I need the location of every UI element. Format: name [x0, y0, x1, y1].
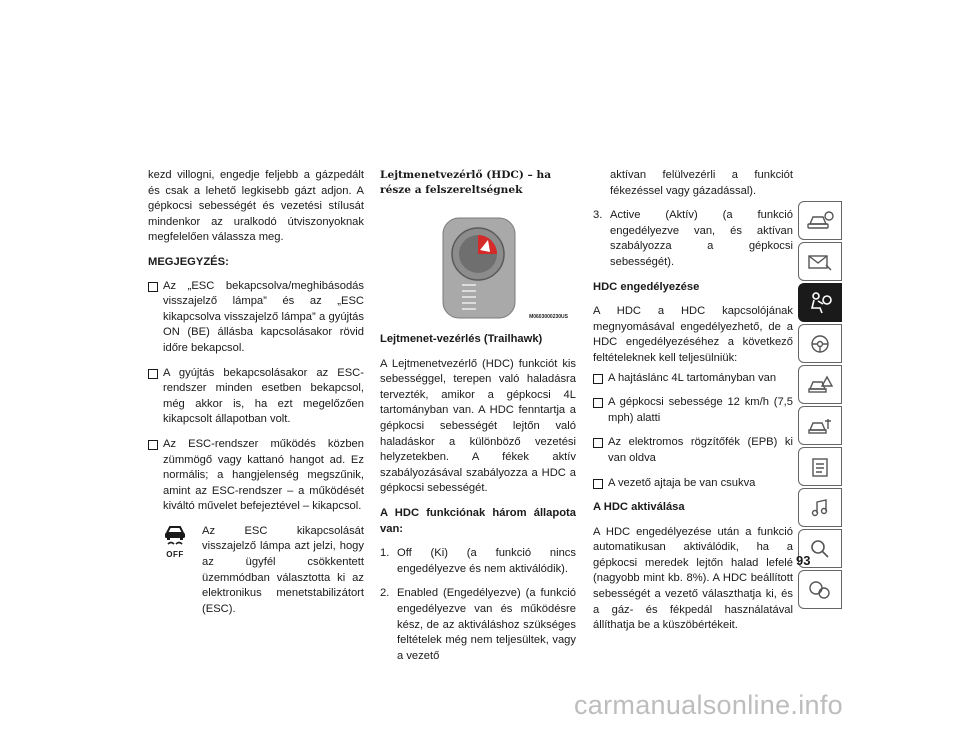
tab-service[interactable]	[798, 406, 842, 445]
checkbox-square-icon	[148, 440, 158, 450]
checkbox-square-icon	[148, 282, 158, 292]
watermark: carmanualsonline.info	[574, 690, 843, 720]
tab-driving[interactable]	[798, 324, 842, 363]
list-continuation: aktívan felülvezérli a funkciót fékezéssel vagy gázadással).	[610, 169, 793, 197]
checkbox-square-icon	[593, 374, 603, 384]
list-item	[593, 435, 793, 466]
notes-heading: MEGJEGYZÉS:	[148, 255, 229, 268]
section-title: Lejtmenetvezérlő (HDC) – ha része a felszereltségnek	[380, 169, 552, 196]
car-service-icon	[806, 415, 834, 437]
steering-wheel-icon	[806, 333, 834, 355]
middle-column	[380, 168, 576, 673]
list-number: 2.	[380, 587, 390, 600]
enable-heading: HDC engedélyezése	[593, 280, 700, 293]
esc-off-text: Az ESC kikapcsolását visszajelző lámpa azt jelzi, hogy az ügyfél csökkentett üzemmódban választotta ki az elektronikus menetstabilizátort (ESC).	[202, 524, 364, 615]
checkbox-square-icon	[148, 369, 158, 379]
list-item	[380, 546, 576, 577]
esc-off-note	[148, 524, 364, 627]
bullet-text: A vezető ajtaja be van csukva	[608, 476, 756, 489]
list-text: Enabled (Engedélyezve) (a funkció engedélyezve van és működésre kész, de az aktiváláshoz szükséges feltételek még nem teljesültek, vagy a vezető	[397, 587, 576, 662]
checklist-icon	[806, 456, 834, 478]
checkbox-square-icon	[593, 398, 603, 408]
tab-multimedia[interactable]	[798, 488, 842, 527]
airbag-seat-icon	[806, 291, 834, 315]
bullet-text: Az „ESC bekapcsolva/meghibásodás visszajelző lámpa” és az „ESC kikapcsolva visszajelző lámpa” a gyújtás ON (BE) állásba kapcsolásakor rövid időre bekapcsol.	[163, 279, 364, 354]
activate-heading: A HDC aktiválása	[593, 501, 685, 514]
tab-safety[interactable]	[798, 283, 842, 322]
list-number: 3.	[593, 209, 603, 222]
language-icon	[806, 579, 834, 601]
mail-envelope-icon	[806, 251, 834, 273]
list-text: Off (Ki) (a funkció nincs engedélyezve és nem aktiválódik).	[397, 547, 576, 575]
tab-languages[interactable]	[798, 570, 842, 609]
list-text: Active (Aktív) (a funkció engedélyezve van, és aktívan szabályozza a gépkocsi sebességét).	[610, 209, 793, 268]
activate-paragraph: A HDC engedélyezése után a funkció automatikusan aktiválódik, ha a gépkocsi meredek lejtőn halad lefelé (nagyobb mint kb. 8%). A HDC beállított sebességét a vezető választhatja ki, és a gáz- és fékpedál használatával állíthatja be a küszöbértékeit.	[593, 525, 793, 632]
list-item	[593, 371, 793, 387]
list-item	[593, 476, 793, 492]
tab-messages[interactable]	[798, 242, 842, 281]
bullet-text: A hajtáslánc 4L tartományban van	[608, 371, 777, 384]
off-label: OFF	[166, 549, 184, 559]
skidding-car-icon	[162, 524, 188, 546]
bullet-text: A gépkocsi sebessége 12 km/h (7,5 mph) alatti	[608, 396, 793, 424]
car-info-icon	[806, 210, 834, 232]
list-item	[593, 395, 793, 426]
list-item	[148, 279, 364, 357]
bullet-text: A gyújtás bekapcsolásakor az ESC-rendszer minden esetben bekapcsol, még akkor is, ha ezt megelőzően kikapcsolt állapotban volt.	[163, 366, 364, 426]
hdc-switch-figure	[380, 206, 576, 328]
warning-car-icon	[806, 374, 834, 396]
list-item	[380, 586, 576, 664]
hdc-paragraph: A Lejtmenetvezérlő (HDC) funkciót kis sebességgel, terepen való haladásra tervezték, amikor a gépkocsi 4L tartományban van. A HDC fenntartja a gépkocsi sebességét lejtőn való haladáskor a különböző vezetési helyzetekben. A fékek aktív szabályozásával szabályozza a HDC a gépkocsi sebességét.	[380, 357, 576, 495]
tab-emergency[interactable]	[798, 365, 842, 404]
page-number: 93	[796, 553, 811, 568]
enable-paragraph: A HDC a HDC kapcsolójának megnyomásával engedélyezhető, de a HDC engedélyezéséhez a következő feltételeknek kell teljesülniük:	[593, 305, 793, 364]
figure-caption: Lejtmenet-vezérlés (Trailhawk)	[380, 333, 543, 345]
checkbox-square-icon	[593, 479, 603, 489]
intro-paragraph: kezd villogni, engedje feljebb a gázpedált és csak a lehető legkisebb gázt adjon. A gépkocsi sebességét és vezetési stílusát mindenkor az uralkodó útviszonyoknak megfelelően válassza meg.	[148, 169, 364, 244]
tab-car-info[interactable]	[798, 201, 842, 240]
list-item	[593, 208, 793, 270]
tab-specifications[interactable]	[798, 447, 842, 486]
checkbox-square-icon	[593, 438, 603, 448]
list-item	[148, 437, 364, 515]
bullet-text: Az elektromos rögzítőfék (EPB) ki van oldva	[608, 436, 793, 464]
chapter-tabs	[798, 201, 842, 611]
list-number: 1.	[380, 547, 390, 560]
right-column	[593, 168, 793, 643]
left-column	[148, 168, 364, 626]
list-item	[148, 366, 364, 428]
figure-code: M0603000230US	[529, 314, 568, 321]
esc-off-indicator	[148, 524, 202, 627]
music-note-icon	[806, 497, 834, 519]
bullet-text: Az ESC-rendszer működés közben zümmögő vagy kattanó hangot ad. Ez normális; a hangjelenség megszűnik, amint az ESC-rendszer – a működését kiváltó művelet befejeztével – kikapcsol.	[163, 437, 364, 513]
states-heading: A HDC funkciónak három állapota van:	[380, 506, 576, 535]
